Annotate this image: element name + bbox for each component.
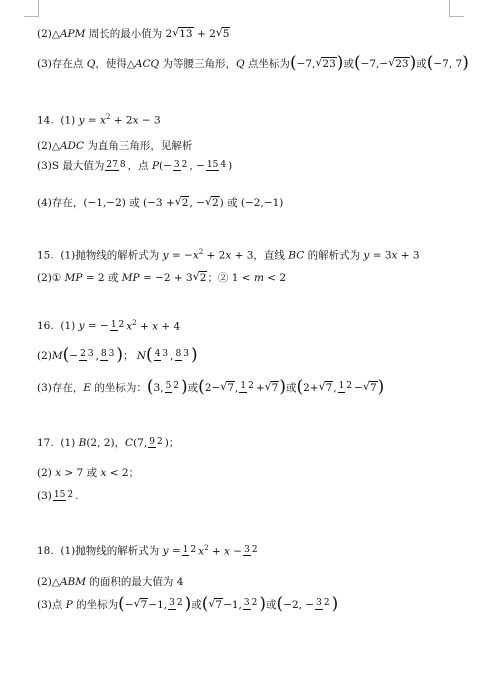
answer-line-17-2: (2) x > 7 或 x < 2； (37, 467, 140, 479)
answer-line-15-2: (2)① MP = 2 或 MP = −2 + 3 √ 2 ；② 1 < m < 2 (37, 270, 287, 284)
answer-line-17-3: (3) 15 2 . (37, 489, 79, 502)
answer-line-18-1: 18. (1)抛物线的解析式为 y = 1 2 $x^2 + x$ − 3 2 (37, 544, 258, 558)
answer-line-16-1: 16. (1) y = − 1 2 $x^2 + x + 4$ (37, 319, 181, 333)
answer-line-18-2: (2)△ABM 的面积的最大值为 4 (37, 576, 184, 588)
answer-line-16-3: (3)存在，E 的坐标为： ( 3, 5 2 ) 或 ( 2− √ 7 , 1 2 + √ 7 ) 或 ( 2+ √ 7 , 1 2 − √ 7 ) (37, 377, 385, 397)
answer-line-14-1: 14. (1) $y = x^2 + 2x - 3$ (37, 113, 161, 127)
page-corner-mark-left (24, 0, 39, 17)
answer-line-14-4: (4)存在，(−1,−2) 或 (−3 + √ 2 , − √ 2 ) 或 (−2,−1) (37, 195, 284, 209)
answer-line-18-3: (3)点 P 的坐标为 ( − √ 7 −1, 3 2 ) 或 ( √ 7 −1, 3 2 ) 或 ( −2, − 3 2 ) (37, 594, 339, 614)
answer-line-13-3: (3)存在点 Q，使得△ACQ 为等腰三角形，Q 点坐标为 ( −7, √ 23 ) 或 ( −7,− √ 23 ) 或 ( −7, 7 ) (37, 53, 469, 73)
answer-line-15-1: 15. (1)抛物线的解析式为 $y = -x^2 + 2x + 3$，直线 BC 的解析式为 y = 3x + 3 (37, 248, 420, 262)
answer-line-14-3: (3)S 最大值为 27 8 ，点 P(− 3 2 , − 15 4 ) (37, 159, 233, 172)
sqrt-sign: √ (172, 26, 180, 40)
answer-line-14-2: (2)△ADC 为直角三角形，见解析 (37, 140, 193, 152)
answer-line-17-1: 17. (1) B(2, 2)，C(7, 9 2 )； (37, 436, 180, 449)
answer-line-16-2: (2)M ( − 2 3 , 8 3 ) ； N ( 4 3 , 8 3 ) (37, 345, 198, 365)
line-text: (2)△APM 周长的最小值为 2 (37, 27, 173, 40)
sqrt-sign: √ (215, 26, 223, 40)
page-corner-mark-right (449, 0, 464, 17)
answer-line-13-2: (2)△APM 周长的最小值为 2 √ 13 + 2 √ 5 (37, 26, 230, 40)
